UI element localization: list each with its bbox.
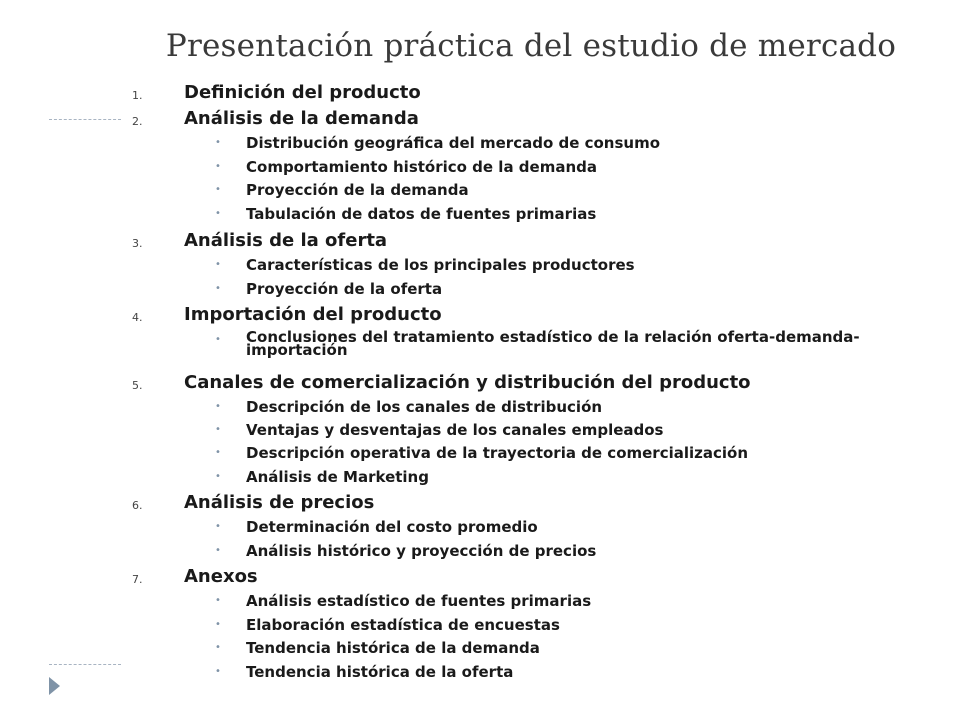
bullet-icon: •: [215, 334, 221, 345]
bullet-icon: •: [215, 642, 221, 653]
item-label: Características de los principales productores: [246, 256, 635, 274]
section-number: 7.: [132, 573, 143, 586]
item-label: Tendencia histórica de la demanda: [246, 639, 540, 657]
item-label: Conclusiones del tratamiento estadístico de la relación oferta-demanda-importación: [246, 328, 860, 359]
item-label: Tendencia histórica de la oferta: [246, 663, 514, 681]
bullet-icon: •: [215, 545, 221, 556]
bullet-icon: •: [215, 208, 221, 219]
section-number: 3.: [132, 237, 143, 250]
section-number: 2.: [132, 115, 143, 128]
item-label: Ventajas y desventajas de los canales empleados: [246, 421, 664, 439]
section-title: Anexos: [184, 566, 258, 587]
bullet-icon: •: [215, 283, 221, 294]
item-label: Proyección de la oferta: [246, 280, 443, 298]
item-label: Tabulación de datos de fuentes primarias: [246, 205, 597, 223]
section-title: Importación del producto: [184, 304, 442, 325]
bullet-icon: •: [215, 401, 221, 412]
section-number: 1.: [132, 89, 143, 102]
item-label: Comportamiento histórico de la demanda: [246, 158, 597, 176]
item-label: Distribución geográfica del mercado de consumo: [246, 134, 661, 152]
item-label: Elaboración estadística de encuestas: [246, 616, 560, 634]
bullet-icon: •: [215, 137, 221, 148]
section-title: Definición del producto: [184, 82, 421, 103]
slide-title: Presentación práctica del estudio de mercado: [165, 28, 897, 64]
bullet-icon: •: [215, 619, 221, 630]
bullet-icon: •: [215, 521, 221, 532]
bullet-icon: •: [215, 161, 221, 172]
bullet-icon: •: [215, 259, 221, 270]
bullet-icon: •: [215, 424, 221, 435]
bullet-icon: •: [215, 666, 221, 677]
item-label: Análisis histórico y proyección de precios: [246, 542, 597, 560]
bullet-icon: •: [215, 447, 221, 458]
item-label: Análisis estadístico de fuentes primarias: [246, 592, 592, 610]
item-label: Descripción de los canales de distribución: [246, 398, 603, 416]
section-title: Análisis de la demanda: [184, 108, 419, 129]
section-title: Análisis de precios: [184, 492, 375, 513]
item-label: Determinación del costo promedio: [246, 518, 538, 536]
section-title: Canales de comercialización y distribución del producto: [184, 372, 751, 393]
section-title: Análisis de la oferta: [184, 230, 388, 251]
bullet-icon: •: [215, 595, 221, 606]
item-label: Proyección de la demanda: [246, 181, 469, 199]
item-label: Descripción operativa de la trayectoria de comercialización: [246, 444, 749, 462]
section-number: 5.: [132, 379, 143, 392]
section-number: 6.: [132, 499, 143, 512]
bullet-icon: •: [215, 184, 221, 195]
bullet-icon: •: [215, 471, 221, 482]
item-label: Análisis de Marketing: [246, 468, 429, 486]
section-number: 4.: [132, 311, 143, 324]
